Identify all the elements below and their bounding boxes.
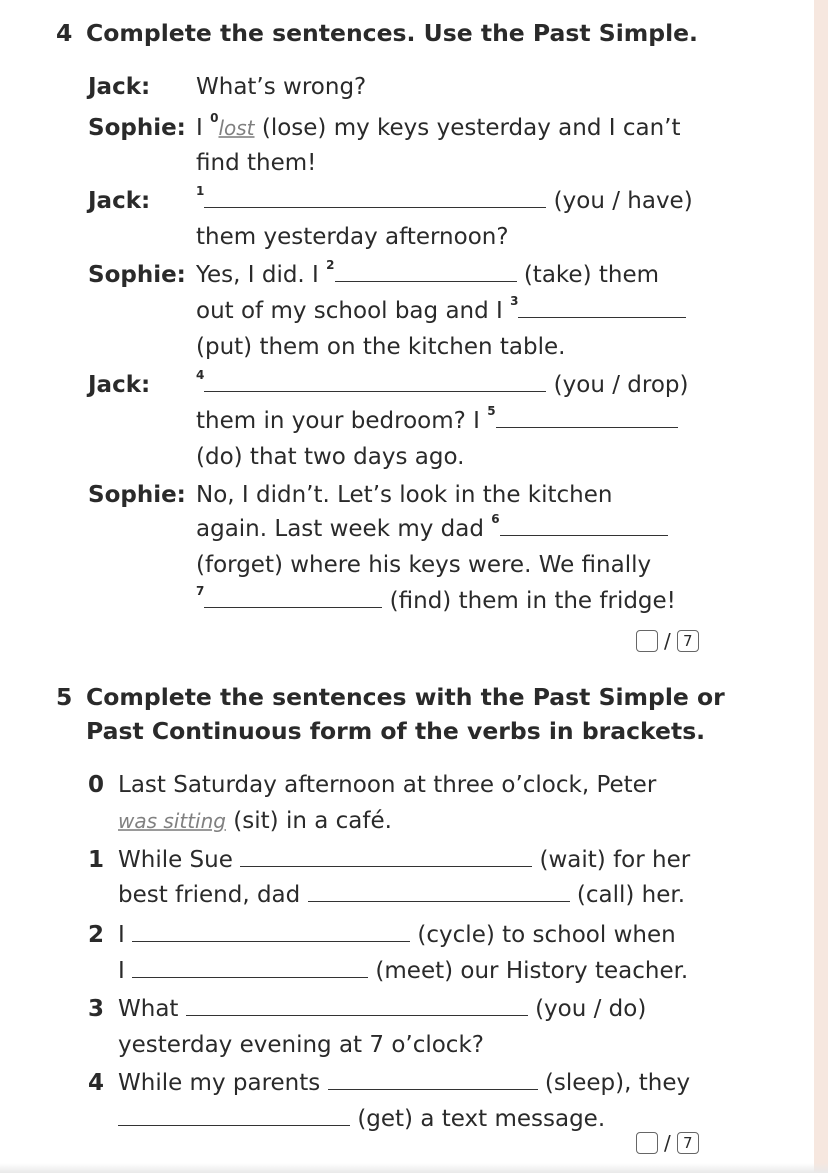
- dialogue-line: them in your bedroom? I $^5$: [196, 406, 678, 436]
- speaker-sophie: Sophie:: [88, 482, 186, 508]
- page-bottom-shadow: [0, 1163, 828, 1173]
- answer-blank-7[interactable]: [204, 587, 382, 608]
- item-0-cont: was sitting (sit) in a café.: [118, 808, 392, 834]
- speaker-jack: Jack:: [88, 188, 151, 214]
- item-1: 1 While Sue (wait) for her: [88, 847, 691, 873]
- answer-blank-item-1a[interactable]: [240, 846, 532, 867]
- answer-blank-item-4b[interactable]: [118, 1105, 350, 1126]
- item-2-cont: I (meet) our History teacher.: [118, 958, 689, 984]
- item-4: 4 While my parents (sleep), they: [88, 1070, 691, 1096]
- dialogue-line: (do) that two days ago.: [196, 444, 465, 470]
- dialogue-line: Yes, I did. I $^2$ (take) them: [196, 258, 659, 288]
- dialogue-line: them yesterday afternoon?: [196, 224, 509, 250]
- dialogue-line: out of my school bag and I $^3$: [196, 296, 686, 326]
- dialogue-line: (forget) where his keys were. We finally: [196, 552, 652, 578]
- item-3: 3 What (you / do): [88, 996, 647, 1022]
- answer-blank-item-4a[interactable]: [328, 1069, 538, 1090]
- item-1-cont: best friend, dad (call) her.: [118, 882, 686, 908]
- exercise-4-heading: 4 Complete the sentences. Use the Past Simple.: [56, 19, 698, 47]
- score-max: 7: [677, 630, 699, 652]
- example-answer: was sitting: [118, 809, 226, 833]
- answer-blank-4[interactable]: [204, 371, 546, 392]
- dialogue-line: again. Last week my dad $^6$: [196, 514, 668, 544]
- dialogue-line: What’s wrong?: [196, 74, 367, 100]
- dialogue-line: $^1$ (you / have): [196, 184, 693, 214]
- item-2: 2 I (cycle) to school when: [88, 922, 676, 948]
- exercise-5-heading-cont: Past Continuous form of the verbs in brackets.: [86, 717, 706, 745]
- answer-blank-item-3[interactable]: [186, 995, 528, 1016]
- speaker-jack: Jack:: [88, 372, 151, 398]
- exercise-4-score: / 7: [636, 628, 699, 654]
- item-3-cont: yesterday evening at 7 o’clock?: [118, 1032, 484, 1058]
- page-edge: [814, 0, 828, 1173]
- answer-blank-2[interactable]: [335, 261, 517, 282]
- item-0: 0 Last Saturday afternoon at three o’clock, Peter: [88, 772, 657, 798]
- speaker-sophie: Sophie:: [88, 115, 186, 141]
- dialogue-line: (put) them on the kitchen table.: [196, 334, 566, 360]
- speaker-jack: Jack:: [88, 74, 151, 100]
- dialogue-line: $^4$ (you / drop): [196, 368, 689, 398]
- answer-blank-1[interactable]: [204, 187, 546, 208]
- dialogue-line: find them!: [196, 150, 317, 176]
- dialogue-line: No, I didn’t. Let’s look in the kitchen: [196, 482, 613, 508]
- exercise-5-score: / 7: [636, 1130, 699, 1156]
- score-box[interactable]: [636, 1132, 658, 1154]
- answer-blank-item-2a[interactable]: [132, 921, 410, 942]
- answer-blank-item-1b[interactable]: [308, 881, 570, 902]
- item-4-cont: (get) a text message.: [118, 1104, 605, 1134]
- answer-blank-3[interactable]: [518, 297, 686, 318]
- answer-blank-5[interactable]: [496, 407, 678, 428]
- score-box[interactable]: [636, 630, 658, 652]
- score-max: 7: [677, 1132, 699, 1154]
- dialogue-line: I $^0$lost (lose) my keys yesterday and I can’t: [196, 111, 681, 141]
- speaker-sophie: Sophie:: [88, 262, 186, 288]
- answer-blank-item-2b[interactable]: [132, 957, 368, 978]
- dialogue-line: $^7$ (find) them in the fridge!: [196, 584, 676, 614]
- exercise-5-heading: 5 Complete the sentences with the Past Simple or: [56, 683, 725, 711]
- example-answer: lost: [218, 116, 255, 140]
- answer-blank-6[interactable]: [500, 515, 668, 536]
